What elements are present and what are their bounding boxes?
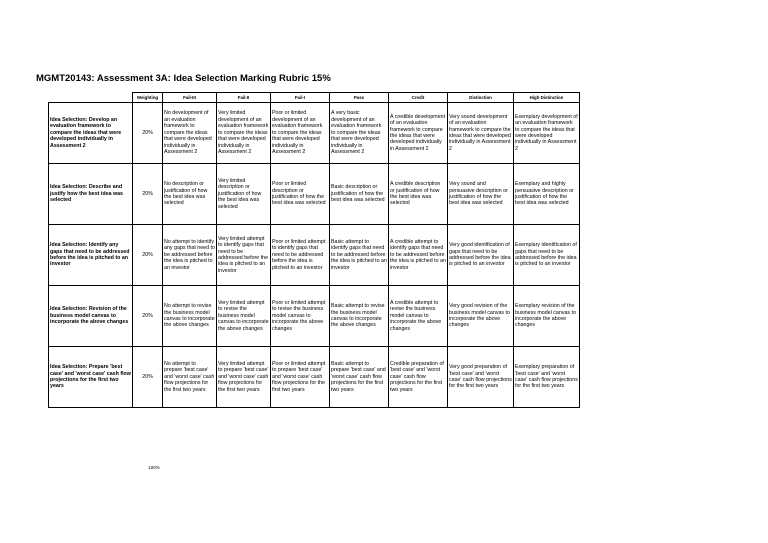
pass-cell: Basic description or justification of how the best idea was selected	[330, 164, 389, 225]
header-fail-iii: Fail-III	[163, 93, 217, 103]
marking-rubric-table	[48, 92, 580, 408]
header-high-distinction: High Distinction	[514, 93, 580, 103]
weighting-cell: 20%	[133, 103, 163, 164]
high-distinction-cell: Exemplary and highly persuasive description or justification of how the best idea was selected	[514, 164, 580, 225]
header-distinction: Distinction	[448, 93, 514, 103]
distinction-cell: Very sound and persuasive description or justification of how the best idea was selected	[448, 164, 514, 225]
table-row	[49, 347, 580, 408]
credit-cell: A credible development of an evaluation framework to compare the ideas that were developed individually in Assessment 2	[389, 103, 448, 164]
weighting-cell: 20%	[133, 225, 163, 286]
fail-iii-cell: No attempt to identify any gaps that need to be addressed before the idea is pitched to an investor	[163, 225, 217, 286]
header-row	[49, 93, 580, 103]
fail-i-cell: Poor or limited development of an evaluation framework to compare the ideas that were developed individually in Assessment 2	[271, 103, 330, 164]
fail-iii-cell: No attempt to prepare 'best case' and 'worst case' cash flow projections for the first two years	[163, 347, 217, 408]
distinction-cell: Very good preparation of 'best case' and 'worst case' cash flow projections for the first two years	[448, 347, 514, 408]
credit-cell: A credible attempt to identify gaps that need to be addressed before the idea is pitched to an investor	[389, 225, 448, 286]
pass-cell: Basic attempt to revise the business model canvas to incorporate the above changes	[330, 286, 389, 347]
fail-ii-cell: Very limited description or justification of how the best idea was selected	[217, 164, 271, 225]
pass-cell: Basic attempt to prepare 'best case' and 'worst case' cash flow projections for the first two years	[330, 347, 389, 408]
weighting-cell: 20%	[133, 164, 163, 225]
total-weighting: 100%	[148, 465, 160, 470]
header-criterion-blank	[49, 93, 133, 103]
credit-cell: A credible description or justification of how the best idea was selected	[389, 164, 448, 225]
fail-ii-cell: Very limited attempt to identify gaps that need to be addressed before the idea is pitched to an investor	[217, 225, 271, 286]
weighting-cell: 20%	[133, 347, 163, 408]
pass-cell: A very basic development of an evaluation framework to compare the ideas that were developed individually in Assessment 2	[330, 103, 389, 164]
fail-ii-cell: Very limited development of an evaluation framework to compare the ideas that were developed individually in Assessment 2	[217, 103, 271, 164]
header-weighting: Weighting	[133, 93, 163, 103]
document-title: MGMT20143: Assessment 3A: Idea Selection Marking Rubric 15%	[36, 73, 331, 84]
high-distinction-cell: Exemplary development of an evaluation framework to compare the ideas that were developed individually in Assessment 2	[514, 103, 580, 164]
high-distinction-cell: Exemplary preparation of 'best case' and 'worst case' cash flow projections for the first two years	[514, 347, 580, 408]
fail-iii-cell: No development of an evaluation framework to compare the ideas that were developed individually in Assessment 2	[163, 103, 217, 164]
table-row	[49, 164, 580, 225]
fail-ii-cell: Very limited attempt to prepare 'best case' and 'worst case' cash flow projections for the first two years	[217, 347, 271, 408]
credit-cell: Credible preparation of 'best case' and 'worst case' cash flow projections for the first two years	[389, 347, 448, 408]
fail-i-cell: Poor or limited attempt to prepare 'best case' and 'worst case' cash flow projections for the first two years	[271, 347, 330, 408]
fail-i-cell: Poor or limited description or justification of how the best idea was selected	[271, 164, 330, 225]
fail-i-cell: Poor or limited attempt to revise the business model canvas to incorporate the above changes	[271, 286, 330, 347]
distinction-cell: Very good identification of gaps that need to be addressed before the idea is pitched to an investor	[448, 225, 514, 286]
high-distinction-cell: Exemplary identification of gaps that need to be addressed before the idea is pitched to an investor	[514, 225, 580, 286]
weighting-cell: 20%	[133, 286, 163, 347]
criterion-cell: Idea Selection: Develop an evaluation framework to compare the ideas that were developed individually in Assessment 2	[49, 103, 133, 164]
criterion-cell: Idea Selection: Identify any gaps that need to be addressed before the idea is pitched to an investor	[49, 225, 133, 286]
criterion-cell: Idea Selection: Prepare 'best case' and 'worst case' cash flow projections for the first two years	[49, 347, 133, 408]
fail-ii-cell: Very limited attempt to revise the business model canvas to incorporate the above changes	[217, 286, 271, 347]
credit-cell: A credible attempt to revise the business model canvas to incorporate the above changes	[389, 286, 448, 347]
header-pass: Pass	[330, 93, 389, 103]
header-fail-ii: Fail-II	[217, 93, 271, 103]
header-credit: Credit	[389, 93, 448, 103]
distinction-cell: Very sound development of an evaluation framework to compare the ideas that were developed individually in Assessment 2	[448, 103, 514, 164]
table-row	[49, 103, 580, 164]
criterion-cell: Idea Selection: Revision of the business model canvas to incorporate the above changes	[49, 286, 133, 347]
high-distinction-cell: Exemplary revision of the business model canvas to incorporate the above changes	[514, 286, 580, 347]
fail-iii-cell: No description or justification of how the best idea was selected	[163, 164, 217, 225]
criterion-cell: Idea Selection: Describe and justify how the best idea was selected	[49, 164, 133, 225]
fail-iii-cell: No attempt to revise the business model canvas to incorporate the above changes	[163, 286, 217, 347]
fail-i-cell: Poor or limited attempt to identify gaps that need to be addressed before the idea is pitched to an investor	[271, 225, 330, 286]
header-fail-i: Fail-I	[271, 93, 330, 103]
table-row	[49, 286, 580, 347]
table-row	[49, 225, 580, 286]
distinction-cell: Very good revision of the business model canvas to incorporate the above changes	[448, 286, 514, 347]
pass-cell: Basic attempt to identify gaps that need to be addressed before the idea is pitched to an investor	[330, 225, 389, 286]
